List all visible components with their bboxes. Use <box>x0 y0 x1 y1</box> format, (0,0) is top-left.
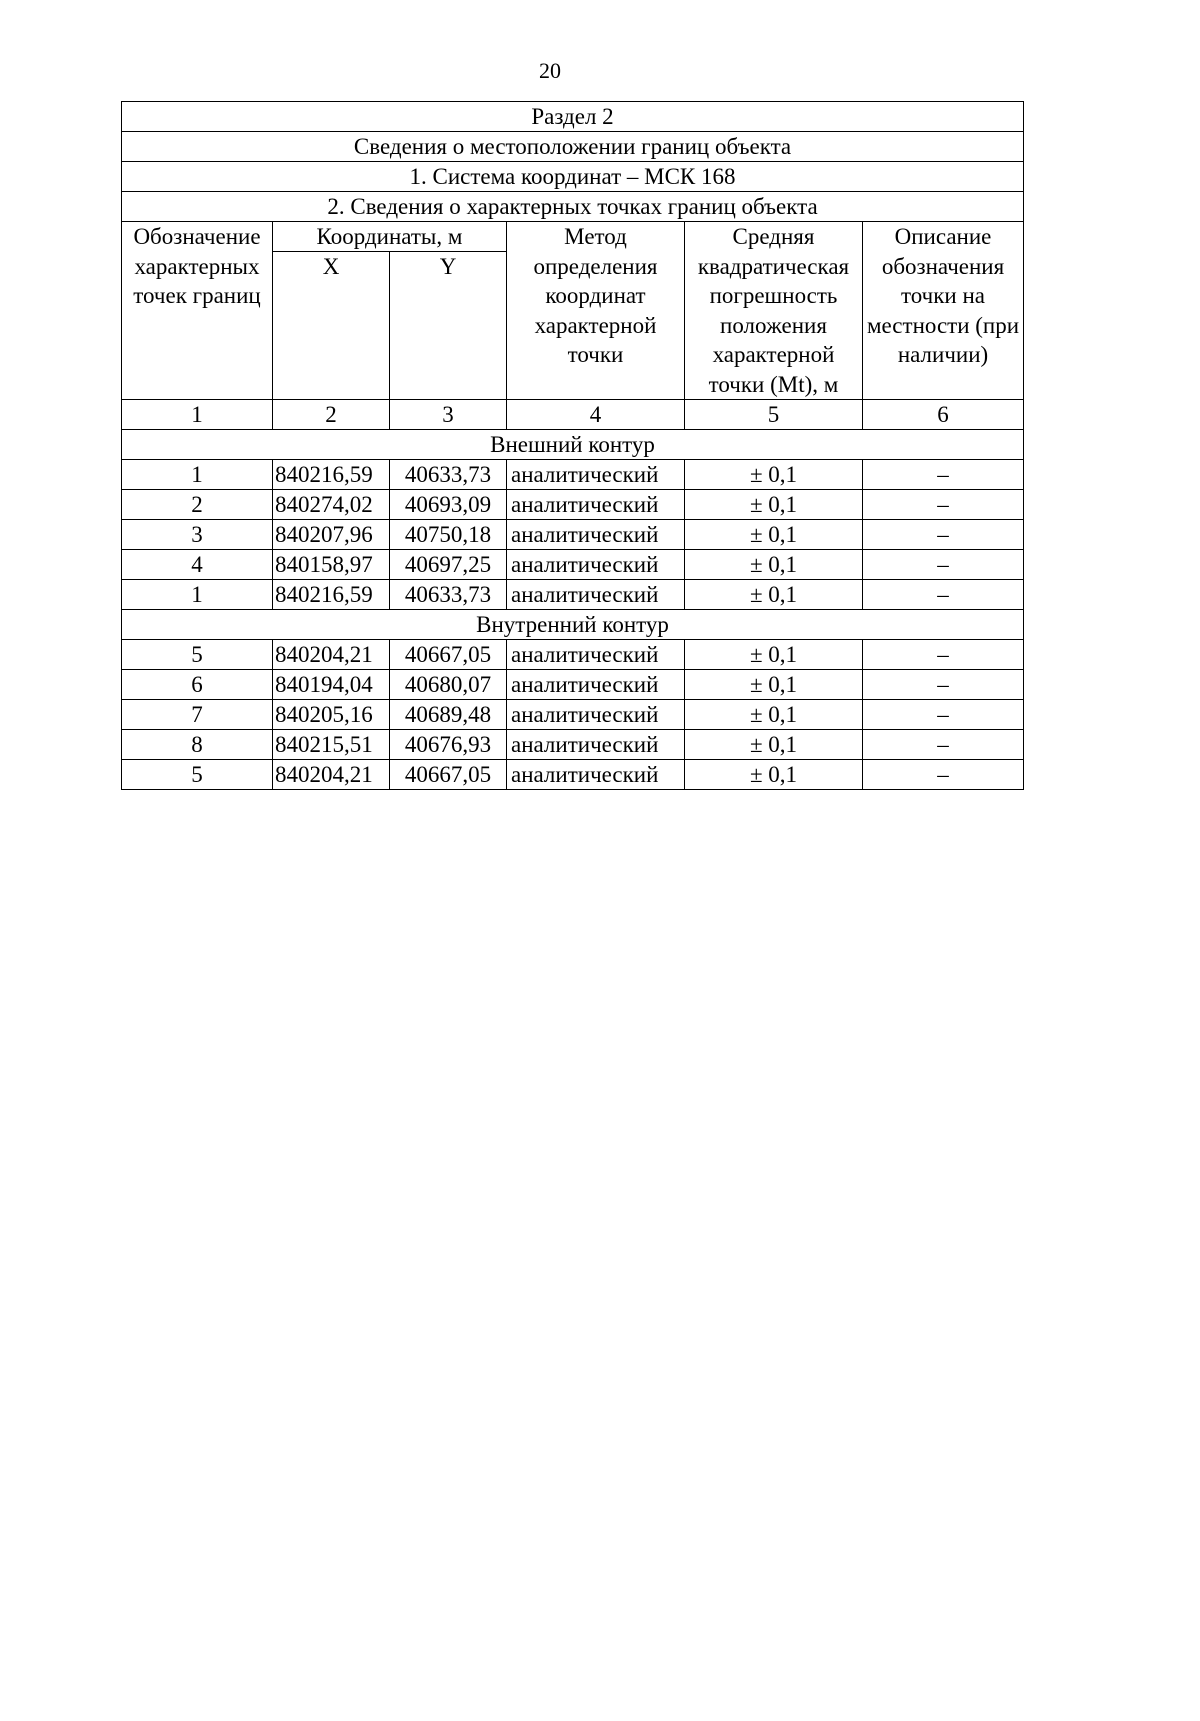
header-method: Метод определения координат характерной точки <box>507 222 685 400</box>
outer-contour-title-row <box>122 430 1024 460</box>
error: ± 0,1 <box>685 670 863 700</box>
description: – <box>863 670 1024 700</box>
method: аналитический <box>507 670 685 700</box>
column-number: 6 <box>863 400 1024 430</box>
section-subtitle: Сведения о местоположении границ объекта <box>122 132 1024 162</box>
point-id: 4 <box>122 550 273 580</box>
outer-contour-title: Внешний контур <box>122 430 1024 460</box>
header-designation: Обозначение характерных точек границ <box>122 222 273 400</box>
description: – <box>863 520 1024 550</box>
description: – <box>863 580 1024 610</box>
column-number: 3 <box>390 400 507 430</box>
error: ± 0,1 <box>685 460 863 490</box>
table-row <box>122 640 1024 670</box>
column-number: 4 <box>507 400 685 430</box>
table-row <box>122 520 1024 550</box>
method: аналитический <box>507 460 685 490</box>
points-title: 2. Сведения о характерных точках границ объекта <box>122 192 1024 222</box>
coord-y: 40667,05 <box>390 760 507 790</box>
point-id: 8 <box>122 730 273 760</box>
coord-y: 40667,05 <box>390 640 507 670</box>
coord-y: 40750,18 <box>390 520 507 550</box>
error: ± 0,1 <box>685 490 863 520</box>
coord-x: 840158,97 <box>273 550 390 580</box>
inner-contour-title: Внутренний контур <box>122 610 1024 640</box>
point-id: 2 <box>122 490 273 520</box>
description: – <box>863 460 1024 490</box>
error: ± 0,1 <box>685 520 863 550</box>
table-row <box>122 670 1024 700</box>
coord-y: 40680,07 <box>390 670 507 700</box>
point-id: 3 <box>122 520 273 550</box>
coord-x: 840204,21 <box>273 640 390 670</box>
table-row <box>122 550 1024 580</box>
header-row <box>122 222 1024 252</box>
coord-x: 840194,04 <box>273 670 390 700</box>
header-coordinates: Координаты, м <box>273 222 507 252</box>
error: ± 0,1 <box>685 640 863 670</box>
method: аналитический <box>507 580 685 610</box>
coord-x: 840216,59 <box>273 460 390 490</box>
coord-y: 40633,73 <box>390 580 507 610</box>
description: – <box>863 700 1024 730</box>
error: ± 0,1 <box>685 550 863 580</box>
coordinates-table <box>121 101 1024 790</box>
column-number: 5 <box>685 400 863 430</box>
error: ± 0,1 <box>685 580 863 610</box>
method: аналитический <box>507 760 685 790</box>
coord-y: 40633,73 <box>390 460 507 490</box>
page-number: 20 <box>539 58 561 83</box>
point-id: 6 <box>122 670 273 700</box>
method: аналитический <box>507 730 685 760</box>
coord-x: 840216,59 <box>273 580 390 610</box>
error: ± 0,1 <box>685 700 863 730</box>
point-id: 1 <box>122 460 273 490</box>
point-id: 5 <box>122 760 273 790</box>
description: – <box>863 550 1024 580</box>
table-row <box>122 580 1024 610</box>
coord-y: 40676,93 <box>390 730 507 760</box>
header-y: Y <box>390 252 507 400</box>
column-number: 1 <box>122 400 273 430</box>
header-x: X <box>273 252 390 400</box>
method: аналитический <box>507 700 685 730</box>
method: аналитический <box>507 640 685 670</box>
description: – <box>863 760 1024 790</box>
description: – <box>863 730 1024 760</box>
method: аналитический <box>507 520 685 550</box>
coord-x: 840207,96 <box>273 520 390 550</box>
error: ± 0,1 <box>685 760 863 790</box>
coordinate-system-row <box>122 162 1024 192</box>
coord-y: 40693,09 <box>390 490 507 520</box>
coordinate-system: 1. Система координат – МСК 168 <box>122 162 1024 192</box>
table-row <box>122 760 1024 790</box>
method: аналитический <box>507 490 685 520</box>
error: ± 0,1 <box>685 730 863 760</box>
coord-x: 840274,02 <box>273 490 390 520</box>
method: аналитический <box>507 550 685 580</box>
point-id: 1 <box>122 580 273 610</box>
column-numbers-row <box>122 400 1024 430</box>
coord-y: 40697,25 <box>390 550 507 580</box>
header-error: Средняя квадратическая погрешность положения характерной точки (Mt), м <box>685 222 863 400</box>
description: – <box>863 490 1024 520</box>
section-title: Раздел 2 <box>122 102 1024 132</box>
table-row <box>122 490 1024 520</box>
table-row <box>122 460 1024 490</box>
description: – <box>863 640 1024 670</box>
point-id: 7 <box>122 700 273 730</box>
table-row <box>122 700 1024 730</box>
section-title-row <box>122 102 1024 132</box>
table-row <box>122 730 1024 760</box>
coord-x: 840205,16 <box>273 700 390 730</box>
coord-y: 40689,48 <box>390 700 507 730</box>
coord-x: 840215,51 <box>273 730 390 760</box>
section-subtitle-row <box>122 132 1024 162</box>
point-id: 5 <box>122 640 273 670</box>
points-title-row <box>122 192 1024 222</box>
inner-contour-title-row <box>122 610 1024 640</box>
column-number: 2 <box>273 400 390 430</box>
header-description: Описание обозначения точки на местности (при наличии) <box>863 222 1024 400</box>
coord-x: 840204,21 <box>273 760 390 790</box>
